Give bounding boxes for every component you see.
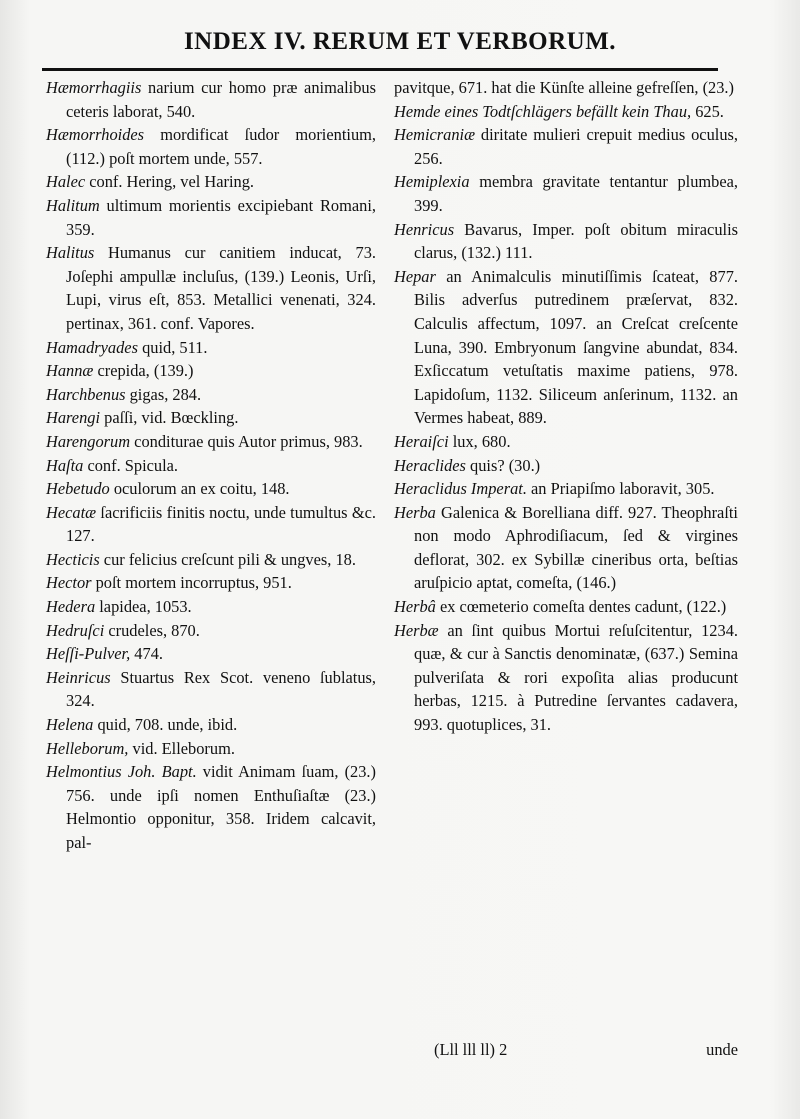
entry-headword: Hecatæ: [46, 502, 97, 522]
entry-text: paſſi, vid. Bœckling.: [100, 408, 239, 428]
index-entry: [46, 241, 376, 335]
header-rule: [42, 68, 718, 71]
entry-text: lux, 680.: [448, 431, 511, 451]
entry-text: membra gravitate tentantur plumbea, 399.: [414, 172, 738, 215]
entry-text: 474.: [130, 644, 163, 664]
entry-text: an ſint quibus Mortui reſuſcitentur, 1234. quæ, & cur à Sanctis denominatæ, (637.) Semina pulveriſata & rori expoſita alias producunt herbas, 1215. à Putredine ſervantes cadavera, 993. quotuplices, 31.: [414, 620, 738, 735]
entry-text: poſt mortem incorruptus, 951.: [91, 573, 292, 593]
entry-text: crudeles, 870.: [104, 620, 200, 640]
index-entry: [394, 619, 738, 737]
index-entry: [394, 454, 738, 478]
entry-headword: Herbæ: [394, 620, 439, 640]
index-entry: [46, 430, 376, 454]
entry-text: an Priapiſmo laboravit, 305.: [526, 479, 715, 499]
entry-headword: Hepar: [394, 266, 436, 286]
entry-headword: Hector: [46, 573, 92, 593]
entry-headword: Harchbenus: [46, 384, 126, 404]
entry-text: quis? (30.): [465, 455, 541, 475]
entry-text: Galenica & Borelliana diff. 927. Theophraſti non modo Aphrodiſiacum, ſed & virgines deflorat, 302. ex Sybillæ cineribus orta, beſtias aruſpicio aptat, comeſta, (146.): [414, 502, 738, 593]
entry-headword: Helena: [46, 715, 94, 735]
entry-text: Bavarus, Imper. poſt obitum miraculis clarus, (132.) 111.: [414, 219, 738, 263]
index-entry: [394, 76, 738, 100]
index-entry: [46, 194, 376, 241]
index-entry: [46, 595, 376, 619]
index-entry: [46, 548, 376, 572]
entry-text: pavitque, 671. hat die Künſte alleine gefreſſen, (23.): [394, 78, 734, 97]
index-entry: [46, 454, 376, 478]
entry-text: gigas, 284.: [125, 384, 202, 404]
entry-headword: Hebetudo: [46, 479, 110, 499]
entry-text: oculorum an ex coitu, 148.: [109, 479, 290, 499]
entry-headword: Heraiſci: [394, 431, 449, 451]
index-entry: [394, 477, 738, 501]
entry-headword: Halitus: [46, 243, 95, 263]
index-entry: [394, 501, 738, 595]
entry-headword: Hannæ: [46, 361, 94, 381]
left-column: [46, 76, 376, 855]
index-entry: [394, 170, 738, 217]
entry-text: vidit Animam ſuam, (23.) 756. unde ipſi nomen Enthuſiaſtæ (23.) Helmontio opponitur, 358. Iridem calcavit, pal-: [66, 762, 376, 852]
index-entry: [394, 218, 738, 265]
entry-headword: Hedruſci: [46, 620, 105, 640]
entry-text: conf. Spicula.: [83, 455, 179, 475]
index-entry: [46, 123, 376, 170]
entry-text: cur felicius creſcunt pili & ungves, 18.: [99, 549, 356, 569]
entry-text: conditurae quis Autor primus, 983.: [130, 431, 363, 451]
entry-text: crepida, (139.): [93, 361, 194, 381]
index-entry: [46, 571, 376, 595]
entry-text: quid, 511.: [137, 337, 208, 357]
entry-headword: Henricus: [394, 219, 455, 239]
entry-text: lapidea, 1053.: [95, 597, 192, 617]
page-header: INDEX IV. RERUM ET VERBORUM.: [183, 28, 617, 55]
entry-headword: Hemicraniæ: [394, 125, 476, 145]
entry-headword: Herbâ: [394, 597, 436, 617]
entry-headword: Helmontius Joh. Bapt.: [46, 762, 197, 782]
catchword: unde: [706, 1040, 738, 1059]
entry-headword: Hæmorrhagiis: [46, 78, 142, 97]
index-entry: [46, 713, 376, 737]
index-entry: [46, 666, 376, 713]
index-entry: [46, 170, 376, 194]
entry-headword: Heraclidus Imperat.: [394, 479, 527, 499]
index-entry: [46, 76, 376, 123]
entry-text: quid, 708. unde, ibid.: [93, 715, 238, 735]
entry-headword: Hedera: [46, 597, 96, 617]
index-entry: [46, 477, 376, 501]
signature-mark: (Lll lll ll) 2: [434, 1040, 508, 1059]
entry-headword: Heinricus: [46, 667, 111, 687]
entry-text: an Animalculis minutiſſimis ſcateat, 877. Bilis adverſus putredinem præſervat, 832. Calculis affectum, 1097. an Creſcat creſcente Luna, 390. Embryonum ſangvine abundat, 834. Exſiccatum vetuſtatis maxime patiens, 978. Lapidoſum, 1132. Siliceum anſerinum, 1132. an Vermes habeat, 889.: [414, 266, 738, 428]
entry-text: vid. Elleborum.: [128, 738, 235, 758]
entry-headword: Haſta: [46, 455, 84, 475]
index-entry: [46, 760, 376, 854]
entry-text: diritate mulieri crepuit medius oculus, 256.: [414, 125, 738, 168]
entry-text: mordificat ſudor morientium, (112.) poſt mortem unde, 557.: [66, 125, 376, 168]
entry-headword: Helleborum,: [46, 738, 129, 758]
index-entry: [394, 430, 738, 454]
entry-headword: Hæmorrhoides: [46, 125, 145, 145]
index-entry: [46, 383, 376, 407]
entry-text: ſacrificiis finitis noctu, unde tumultus &c. 127.: [66, 502, 376, 546]
index-entry: [394, 123, 738, 170]
entry-text: ultimum morientis excipiebant Romani, 359.: [66, 195, 376, 239]
entry-text: Humanus cur canitiem inducat, 73. Joſephi ampullæ incluſus, (139.) Leonis, Urſi, Lupi, virus eſt, 853. Metallici venenati, 324. pertinax, 361. conf. Vapores.: [66, 243, 376, 333]
entry-text: Stuartus Rex Scot. veneno ſublatus, 324.: [66, 667, 376, 711]
index-entry: [46, 406, 376, 430]
index-entry: [394, 265, 738, 430]
entry-headword: Halitum: [46, 195, 100, 215]
entry-text: ex cœmeterio comeſta dentes cadunt, (122.): [435, 597, 727, 617]
entry-headword: Heraclides: [394, 455, 466, 475]
entry-headword: Hemiplexia: [394, 172, 470, 192]
index-entry: [394, 100, 738, 124]
entry-headword: Hemde eines Todtſchlägers befällt kein Thau,: [394, 101, 692, 121]
index-entry: [46, 737, 376, 761]
index-entry: [46, 619, 376, 643]
index-entry: [46, 336, 376, 360]
entry-headword: Heſſi-Pulver,: [46, 644, 131, 664]
index-entry: [394, 595, 738, 619]
entry-headword: Harengorum: [46, 431, 131, 451]
entry-text: 625.: [691, 101, 724, 121]
entry-headword: Hamadryades: [46, 337, 138, 357]
index-entry: [46, 642, 376, 666]
entry-text: conf. Hering, vel Haring.: [85, 172, 255, 192]
entry-headword: Harengi: [46, 408, 101, 428]
index-entry: [46, 359, 376, 383]
entry-headword: Hecticis: [46, 549, 100, 569]
index-entry: [46, 501, 376, 548]
entry-headword: Halec: [46, 172, 86, 192]
entry-text: narium cur homo præ animalibus ceteris laborat, 540.: [66, 78, 376, 121]
right-column: [394, 76, 738, 737]
entry-headword: Herba: [394, 502, 436, 522]
